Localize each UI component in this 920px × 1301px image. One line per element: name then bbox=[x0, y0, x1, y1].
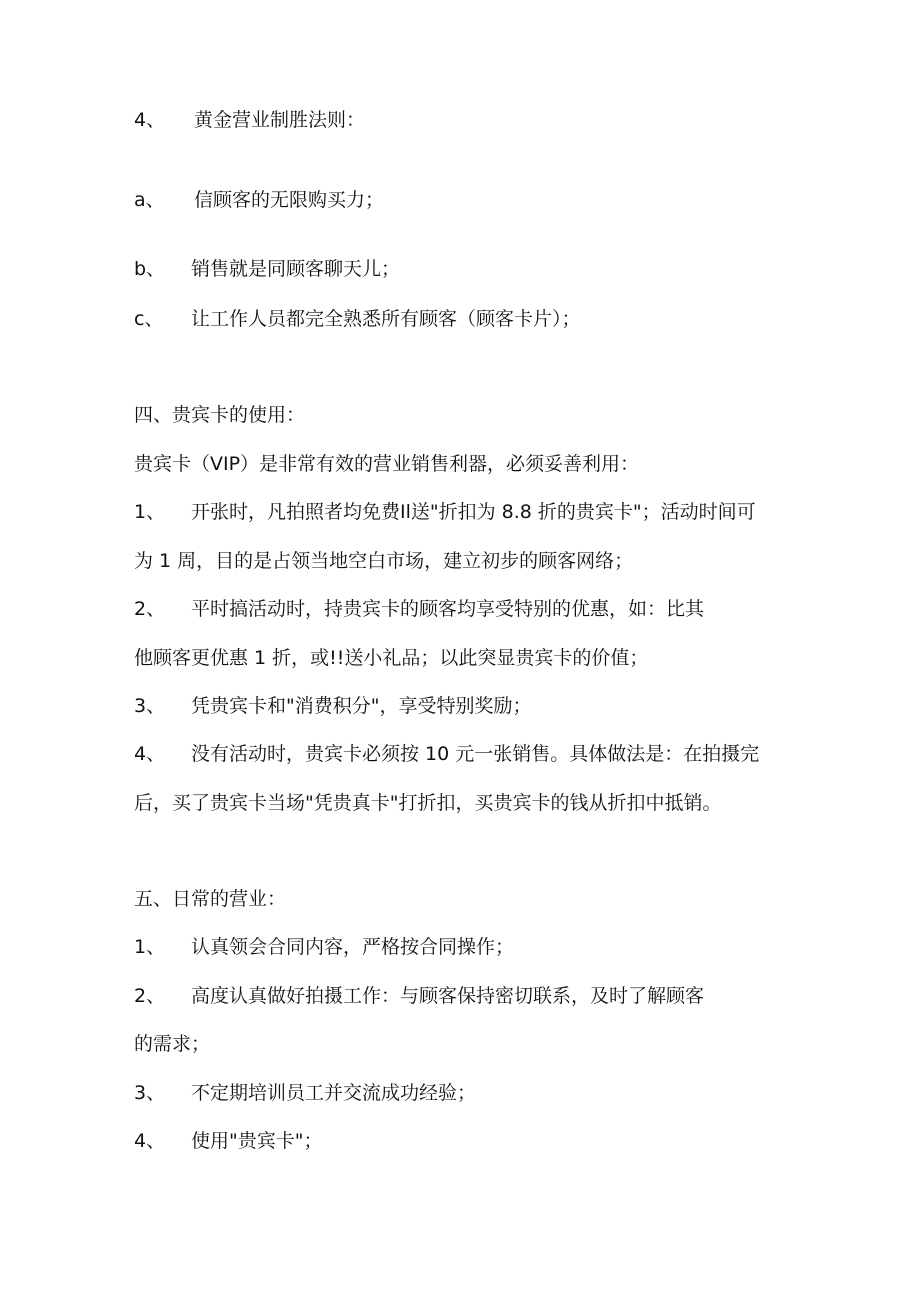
list-number: 1、 bbox=[134, 936, 166, 958]
list-item bbox=[134, 1128, 322, 1154]
list-item bbox=[134, 187, 384, 213]
heading-text: 黄金营业制胜法则： bbox=[194, 109, 366, 131]
list-text: 凭贵宾卡和"消费积分"，享受特别奖励； bbox=[191, 695, 532, 717]
list-number: 4、 bbox=[134, 743, 166, 765]
list-number: 3、 bbox=[134, 695, 166, 717]
list-label: c、 bbox=[134, 308, 164, 330]
list-text: 认真领会合同内容，严格按合同操作； bbox=[191, 936, 515, 958]
list-number: 2、 bbox=[134, 985, 166, 1007]
list-item-continuation: 为 1 周，目的是占领当地空白市场，建立初步的顾客网络； bbox=[134, 550, 634, 572]
list-text: 平时搞活动时，持贵宾卡的顾客均享受特别的优惠，如：比其 bbox=[191, 598, 705, 620]
list-item bbox=[134, 983, 704, 1009]
list-text: 让工作人员都完全熟悉所有顾客（顾客卡片）； bbox=[191, 308, 581, 330]
list-text: 高度认真做好拍摄工作：与顾客保持密切联系，及时了解顾客 bbox=[191, 985, 705, 1007]
list-item bbox=[134, 1080, 476, 1106]
list-text: 使用"贵宾卡"； bbox=[191, 1130, 323, 1152]
list-text: 不定期培训员工并交流成功经验； bbox=[191, 1082, 477, 1104]
list-number: 2、 bbox=[134, 598, 166, 620]
list-number: 4、 bbox=[134, 1130, 166, 1152]
section-title-vip: 四、贵宾卡的使用： bbox=[134, 404, 306, 426]
golden-rules-heading bbox=[134, 107, 365, 133]
section-title-daily: 五、日常的营业： bbox=[134, 888, 287, 910]
list-text: 开张时，凡拍照者均免费Il送"折扣为 8.8 折的贵宾卡"；活动时间可 bbox=[191, 501, 756, 523]
list-label: a、 bbox=[134, 189, 165, 211]
list-label: b、 bbox=[134, 258, 166, 280]
list-item bbox=[134, 499, 756, 525]
list-item bbox=[134, 306, 581, 332]
list-item-continuation: 他顾客更优惠 1 折，或!!送小礼品；以此突显贵宾卡的价值； bbox=[134, 647, 649, 669]
vip-intro: 贵宾卡（VIP）是非常有效的营业销售利器，必须妥善利用： bbox=[134, 453, 640, 475]
list-item bbox=[134, 693, 531, 719]
list-number: 4、 bbox=[134, 109, 166, 131]
list-item-continuation: 的需求； bbox=[134, 1033, 211, 1055]
list-item bbox=[134, 934, 514, 960]
list-number: 3、 bbox=[134, 1082, 166, 1104]
list-item bbox=[134, 596, 704, 622]
list-text: 没有活动时，贵宾卡必须按 10 元一张销售。具体做法是：在拍摄完 bbox=[191, 743, 760, 765]
list-item-continuation: 后，买了贵宾卡当场"凭贵真卡"打折扣，买贵宾卡的钱从折扣中抵销。 bbox=[134, 792, 722, 814]
list-number: 1、 bbox=[134, 501, 166, 523]
list-item bbox=[134, 741, 759, 767]
list-text: 销售就是同顾客聊天儿； bbox=[191, 258, 401, 280]
list-item bbox=[134, 256, 400, 282]
list-text: 信顾客的无限购买力； bbox=[194, 189, 385, 211]
